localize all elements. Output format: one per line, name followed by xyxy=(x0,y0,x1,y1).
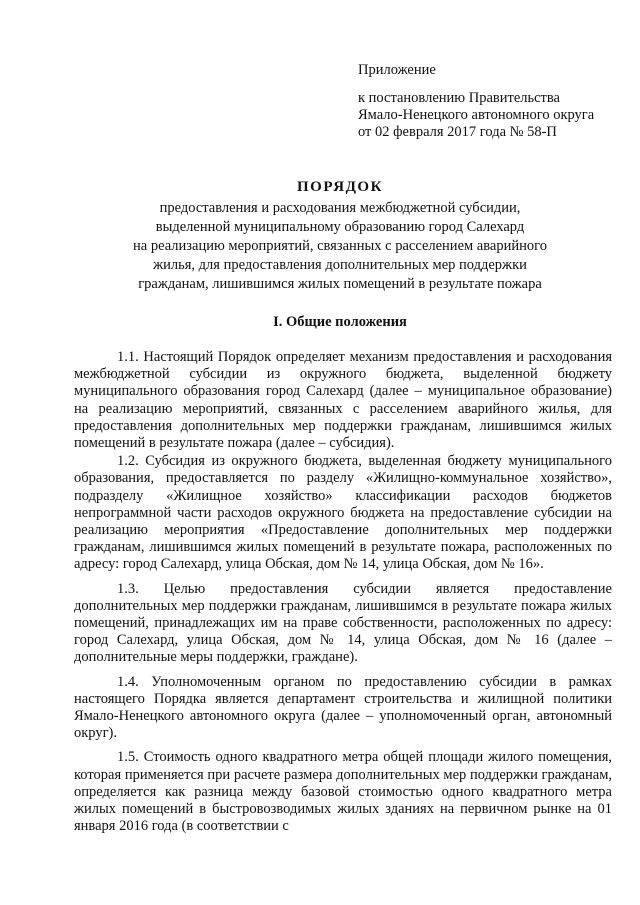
appendix-line-1: к постановлению Правительства xyxy=(358,90,560,106)
appendix-title: Приложение xyxy=(358,62,436,78)
paragraph-1-2: 1.2. Субсидия из окружного бюджета, выделенная бюджету муниципального образования, предоставляется по разделу «Жилищно-коммунальное хозяйство», подразделу «Жилищное хозяйство» классификации расходов бюджетов непрограммной части расходов окружного бюджета на предоставление субсидии на реализацию мероприятия «Предоставление дополнительных мер поддержки гражданам, лишившимся жилых помещений в результате пожара, расположенных по адресу: город Салехард, улица Обская, дом № 14, улица Обская, дом № 16». xyxy=(74,453,612,573)
document-title: ПОРЯДОК xyxy=(297,179,383,195)
subtitle-line-2: выделенной муниципальному образованию город Салехард xyxy=(155,219,525,235)
appendix-line-3: от 02 февраля 2017 года № 58-П xyxy=(358,124,557,140)
subtitle-line-3: на реализацию мероприятий, связанных с расселением аварийного xyxy=(133,238,547,254)
document-title-block xyxy=(90,178,590,294)
document-body xyxy=(74,349,612,835)
paragraph-1-1: 1.1. Настоящий Порядок определяет механизм предоставления и расходования межбюджетной субсидии из окружного бюджета, выделенной бюджету муниципального образования город Салехард (далее – муниципальное образование) на реализацию мероприятий, связанных с расселением аварийного жилья, для предоставления дополнительных мер поддержки гражданам, лишившимся жилых помещений в результате пожара (далее – субсидия). xyxy=(74,349,612,452)
section-heading: I. Общие положения xyxy=(273,314,407,330)
paragraph-1-4: 1.4. Уполномоченным органом по предоставлению субсидии в рамках настоящего Порядка является департамент строительства и жилищной политики Ямало-Ненецкого автономного округа (далее – уполномоченный орган, автономный округ). xyxy=(74,673,612,742)
appendix-block xyxy=(358,62,628,141)
paragraph-1-3: 1.3. Целью предоставления субсидии является предоставление дополнительных мер поддержки гражданам, лишившимся в результате пожара жилых помещений, принадлежащих им на праве собственности, расположенных по адресу: город Салехард, улица Обская, дом № 14, улица Обская, дом № 16 (далее – дополнительные меры поддержки, граждане). xyxy=(74,580,612,666)
subtitle-line-1: предоставления и расходования межбюджетной субсидии, xyxy=(159,200,521,216)
subtitle-line-4: жилья, для предоставления дополнительных мер поддержки xyxy=(153,257,527,273)
paragraph-1-5: 1.5. Стоимость одного квадратного метра общей площади жилого помещения, которая применяется при расчете размера дополнительных мер поддержки гражданам, определяется как разница между базовой стоимостью одного квадратного метра жилых помещений в быстровозводимых жилых зданиях на первичном рынке на 01 января 2016 года (в соответствии с xyxy=(74,749,612,835)
subtitle-line-5: гражданам, лишившимся жилых помещений в результате пожара xyxy=(138,276,542,292)
appendix-line-2: Ямало-Ненецкого автономного округа xyxy=(358,107,595,123)
